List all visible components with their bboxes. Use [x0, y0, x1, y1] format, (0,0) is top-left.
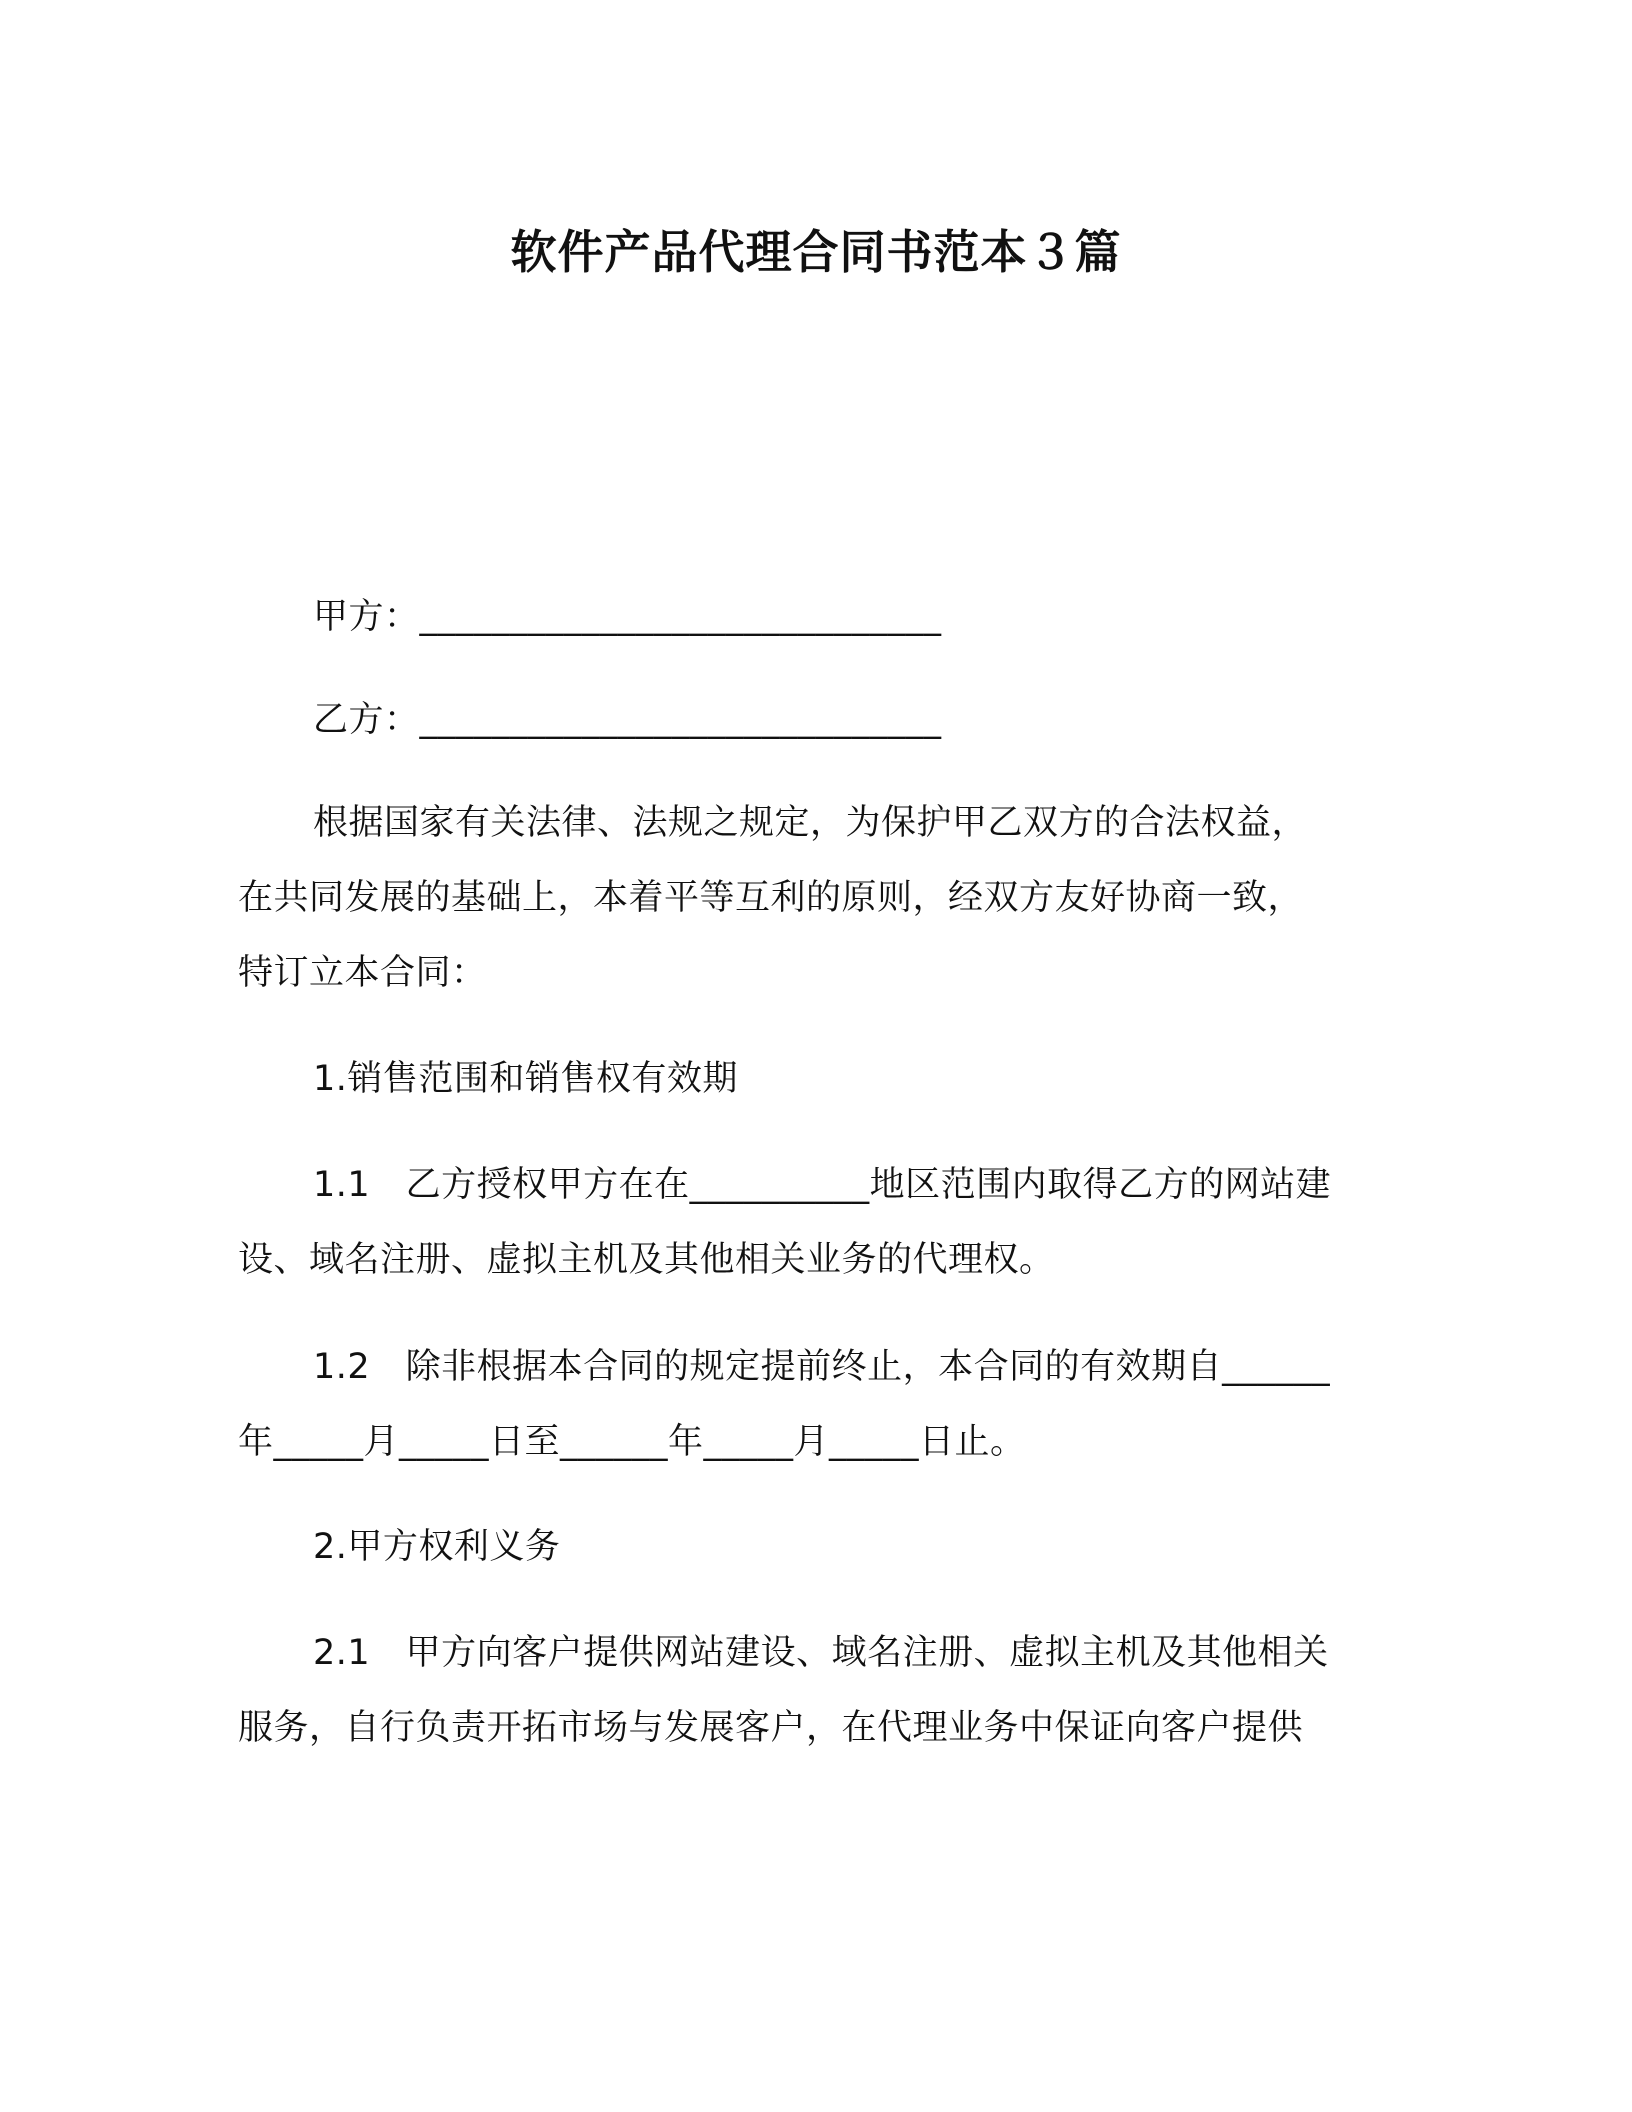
clause-1-2-line-1: 1.2 除非根据本合同的规定提前终止，本合同的有效期自______	[313, 1347, 1331, 1387]
intro-paragraph-line-3: 特订立本合同：	[238, 953, 487, 993]
section-1-heading: 1.销售范围和销售权有效期	[313, 1059, 738, 1099]
clause-1-1-line-2: 设、域名注册、虚拟主机及其他相关业务的代理权。	[238, 1240, 1055, 1280]
party-b-line: 乙方：_____________________________	[313, 700, 942, 740]
intro-paragraph-line-1: 根据国家有关法律、法规之规定，为保护甲乙双方的合法权益，	[313, 803, 1308, 843]
intro-paragraph-line-2: 在共同发展的基础上，本着平等互利的原则，经双方友好协商一致，	[238, 878, 1304, 918]
clause-2-1-line-2: 服务，自行负责开拓市场与发展客户，在代理业务中保证向客户提供	[238, 1708, 1304, 1748]
section-2-heading: 2.甲方权利义务	[313, 1527, 561, 1567]
document-title: 软件产品代理合同书范本３篇	[510, 225, 1122, 279]
clause-1-2-line-2: 年_____月_____日至______年_____月_____日止。	[238, 1422, 1026, 1462]
party-a-line: 甲方：_____________________________	[313, 597, 942, 637]
clause-1-1-line-1: 1.1 乙方授权甲方在在__________地区范围内取得乙方的网站建	[313, 1165, 1332, 1205]
clause-2-1-line-1: 2.1 甲方向客户提供网站建设、域名注册、虚拟主机及其他相关	[313, 1633, 1329, 1673]
